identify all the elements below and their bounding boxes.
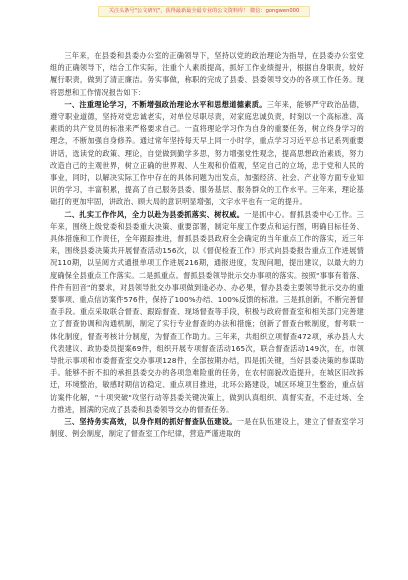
document-page: [50, 50, 364, 568]
intro-paragraph-body: 三年来，在县委和县委办公室的正确领导下，坚持以党的政治理论为指导，在县委办公室党组的正确领导下，结合工作实际，注重个人素质提高，抓好工作业绩提升，根据自身职责，较好履行职责，做到了清正廉洁。务实事做，称职的完成了县委、县委领导交办的各项工作任务。现将思想和工作情况报告如下：: [50, 51, 364, 97]
section-one-heading: 一、注重理论学习，不断增强政治理论水平和思想道德素质。: [64, 99, 267, 109]
promo-banner-text: 关注头条号"公文研究"，获得最新最全最专业的公文资料库！ 微信：gongwen000: [98, 6, 311, 17]
section-three-heading: 三、坚持务实高效，以身作则的抓好督查队伍建设。: [64, 417, 237, 427]
section-three-body: 一是在队伍建设上，建立了督查室学习制度、例会制度，制定了督查室工作纪律，营造严谨进取的: [50, 417, 364, 439]
section-two-paragraph: [50, 209, 364, 416]
section-one-body: 三年来，能够严守政治品德，遵守职业道德，坚持对党忠诚老实，对单位尽职尽责，对家庭忠诚负责，时刻以一个高标准、高素质的共产党员的标准来严格要求自己。一直将理论学习作为自身的重要任务，树立终身学习的理念，不断加强自身修养。通过常年坚持每天早上同一小时学，重点学习习近平总书记系列重要讲话，选读党的政策、理论，自觉做到勤学多思，努力增强党性观念，提高思想政治素质，努力改造自己的主观世界，树立正确的世界观、人生观和价值观，坚定自己的立场，忠于党和人民的事业，同时，以解决实际工作中存在的具体问题为出发点，加强经济、社会、产业等方面专业知识的学习，丰富积累，提高了自己服务县委、服务基层、服务群众的工作水平。三年来，理论基础打的更加牢固，讲政治、顾大局的意识明显增强，文字水平也有一定的提升。: [50, 99, 364, 207]
section-one-paragraph: [50, 99, 364, 209]
section-two-heading: 二、扎实工作作风，全力以赴为县委抓落实、树权威。: [64, 209, 245, 219]
section-two-body: 一是抓中心。督抓县委中心工作。三年来，围绕上级党委和县委重大决策、重要部署，制定年度工作要点和运行图，明确目标任务、具体措施和工作责任，全年跟踪推进，督抓县委县政府全会确定的当年重点工作的落实，近三年来，围绕县委决策共开展督查活动156次，以《督促检查工作》形式向县委报告重点工作进展情况110期，以呈阅方式通报单项工作进展216期，通报进度，发现问题，提出建议，以最大的力度确保全县重点工作落实。二是抓重点。督抓县委领导批示交办事项的落实。按照"事事有着落、件件有回音"的要求，对县领导批交办事项做到逢必办、办必果，督办县委主要领导批示交办的重要事项、重点信访案件576件，保持了100%办结、100%反馈的标准。三是抓创新，不断完善督查手段。重点采取联合督查、跟踪督查、现场督查等手段，积极与政府督查室和相关部门完善建立了督查协调和沟通机制，制定了实行专业督查的办法和措施；创新了督查台帐制度，督考联一体化制度，督查考核计分制度，为督查工作助力。三年来，共组织立项督查472项，承办县人大代表建议、政协委员提案69件，组织开展专项督查活动165次，联合督查活动149次，在，市领导批示事项和市委督查室交办事项128件，全部按期办结，四是抓关键，当好县委决策的参谋助手。能够不折不扣的承担县委交办的各项急难险重的任务，在农村面貌改造提升，在城区旧改拆迁，环境整治，敏感时期信访稳定、重点项目推进，北环公路建设，城区环境卫生整治，重点信访案件化解，"十项突破"攻坚行动等县委关键决策上，做到认真组织、真督实查，不走过场、全力推进，圆满的完成了县委和县委领导交办的督查任务。: [50, 209, 364, 414]
section-three-paragraph: [50, 416, 364, 440]
top-banner: [0, 6, 408, 17]
intro-paragraph: [50, 50, 364, 99]
